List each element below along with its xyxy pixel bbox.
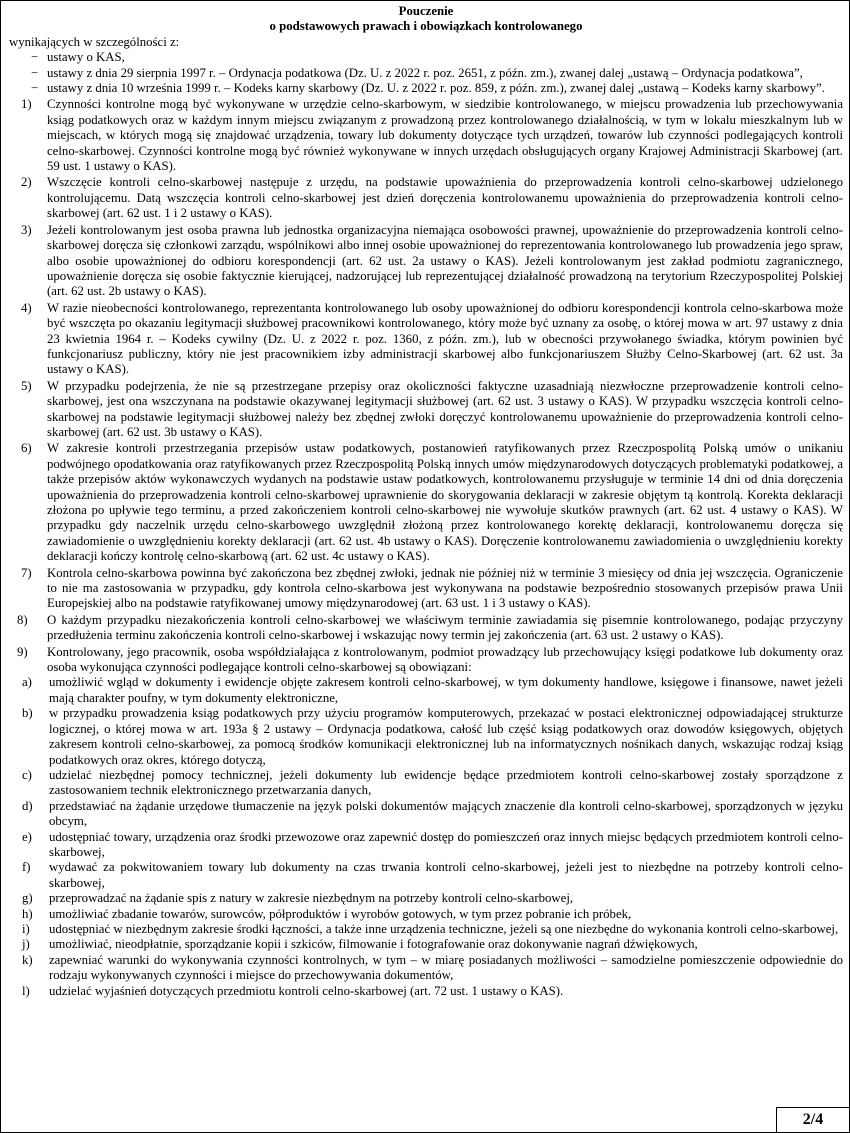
item-number: 8) bbox=[17, 612, 28, 627]
item-text: Kontrolowany, jego pracownik, osoba współdziałająca z kontrolowanym, podmiot prowadzący lub przechowujący księgi podatkowe lub dokumenty oraz osoba wykonująca czynności podlegające kontroli celno-skarbowej są obowiązani: bbox=[47, 644, 843, 675]
obligation-item bbox=[9, 768, 843, 799]
act-item bbox=[9, 50, 843, 65]
item-text: Wszczęcie kontroli celno-skarbowej następuje z urzędu, na podstawie upoważnienia do przeprowadzenia kontroli celno-skarbowej udzielonego kontrolującemu. Datą wszczęcia kontroli celno-skarbowej jest dzień doręczenia kontrolowanemu upoważnienia do przeprowadzenia kontroli celno-skarbowej (art. 62 ust. 1 i 2 ustawy o KAS). bbox=[47, 175, 843, 221]
obligation-letter: e) bbox=[22, 829, 32, 844]
obligation-letter: l) bbox=[22, 983, 30, 998]
obligation-letter: h) bbox=[22, 906, 33, 921]
obligation-text: przedstawiać na żądanie urzędowe tłumaczenie na język polski dokumentów mających znaczenie dla kontroli celno-skarbowej, sporządzonych w języku obcym, bbox=[49, 798, 843, 829]
obligation-text: udzielać niezbędnej pomocy technicznej, jeżeli dokumenty lub ewidencje będące przedmiotem kontroli celno-skarbowej zostały sporządzone z zastosowaniem technik elektronicznego przetwarzania danych, bbox=[49, 767, 843, 798]
acts-list bbox=[9, 50, 843, 96]
obligation-text: umożliwiać, nieodpłatnie, sporządzanie kopii i szkiców, filmowanie i fotografowanie oraz dokonywanie nagrań dźwiękowych, bbox=[49, 937, 698, 952]
item-number: 3) bbox=[21, 222, 32, 237]
dash-bullet: − bbox=[31, 81, 39, 96]
item-text: Kontrola celno-skarbowa powinna być zakończona bez zbędnej zwłoki, jednak nie później niż w terminie 3 miesięcy od dnia jej wszczęcia. Ograniczenie to nie ma zastosowania w przypadku, gdy kontrola celno-skarbowa jest wykonywana na podstawie bezpośrednio stosowanych przepisów prawa Unii Europejskiej albo na podstawie ratyfikowanej umowy międzynarodowej (art. 63 ust. 1 i 3 ustawy o KAS). bbox=[47, 565, 843, 611]
item-number: 9) bbox=[17, 644, 28, 659]
dash-bullet: − bbox=[31, 50, 39, 65]
obligation-item bbox=[9, 922, 843, 937]
act-text: ustawy z dnia 10 września 1999 r. – Kodeks karny skarbowy (Dz. U. z 2022 r. poz. 859, z późn. zm.), zwanej dalej „ustawą – Kodeks karny skarbowy”. bbox=[47, 81, 825, 96]
document-title bbox=[9, 4, 843, 35]
obligation-letter: b) bbox=[22, 706, 33, 721]
obligation-letter: a) bbox=[22, 675, 32, 690]
numbered-list bbox=[9, 97, 843, 675]
obligation-item bbox=[9, 953, 843, 984]
obligation-text: udzielać wyjaśnień dotyczących przedmiotu kontroli celno-skarbowej (art. 72 ust. 1 ustawy o KAS). bbox=[49, 983, 564, 998]
obligation-text: przeprowadzać na żądanie spis z natury w zakresie niezbędnym na potrzeby kontroli celno-skarbowej, bbox=[49, 891, 574, 906]
obligation-item bbox=[9, 891, 843, 906]
item-text: Jeżeli kontrolowanym jest osoba prawna lub jednostka organizacyjna niemająca osobowości prawnej, upoważnienie do przeprowadzenia kontroli celno-skarbowej doręcza się członkowi zarządu, wspólnikowi albo innej osobie upoważnionej do reprezentowania kontrolowanego lub prowadzenia jego spraw, albo osobie upoważnionej do odbioru korespondencji (art. 62 ust. 2a ustawy o KAS). Jeżeli kontrolowanym jest zakład podmiotu zagranicznego, upoważnienie doręcza się osobie faktycznie kierującej, nadzorującej lub reprezentującej działalność prowadzoną na terytorium Rzeczypospolitej Polskiej (art. 62 ust. 2b ustawy o KAS). bbox=[47, 222, 843, 299]
item-number: 2) bbox=[21, 175, 32, 190]
page-number: 2/4 bbox=[776, 1107, 850, 1133]
item-number: 7) bbox=[21, 565, 32, 580]
obligation-letter: f) bbox=[22, 860, 31, 875]
item-number: 1) bbox=[21, 97, 32, 112]
list-item-5 bbox=[9, 379, 843, 441]
obligation-letter: j) bbox=[22, 937, 30, 952]
act-item bbox=[9, 81, 843, 96]
item-text: Czynności kontrolne mogą być wykonywane w urzędzie celno-skarbowym, w siedzibie kontrolowanego, w miejscu prowadzenia lub przechowywania ksiąg podatkowych oraz w każdym innym miejscu związanym z prowadzoną przez kontrolowanego działalnością, w tym w lokalu mieszkalnym lub w miejscach, w których mogą się znajdować urządzenia, towary lub dokumenty dotyczące tych urządzeń, towarów lub czynności podlegających kontroli celno-skarbowej. Czynności kontrolne mogą być również wykonywane w innych urzędach obsługujących organy Krajowej Administracji Skarbowej (art. 59 ust. 1 ustawy o KAS). bbox=[47, 97, 843, 174]
dash-bullet: − bbox=[31, 65, 39, 80]
obligation-letter: c) bbox=[22, 767, 32, 782]
obligation-text: w przypadku prowadzenia ksiąg podatkowych przy użyciu programów komputerowych, przekazać w postaci elektronicznej odpowiadającej strukturze logicznej, o której mowa w art. 193a § 2 ustawy – Ordynacja podatkowa, całość lub część ksiąg podatkowych oraz dowodów księgowych, objętych zakresem kontroli celno-skarbowej, za pomocą środków komunikacji elektronicznej lub na informatycznych nośnikach danych, wskazując rodzaj ksiąg podatkowych oraz okres, którego dotyczą, bbox=[49, 706, 843, 767]
list-item-3 bbox=[9, 223, 843, 300]
obligation-letter: d) bbox=[22, 798, 33, 813]
list-item-2 bbox=[9, 175, 843, 221]
obligation-item bbox=[9, 675, 843, 706]
obligation-item bbox=[9, 706, 843, 768]
obligations-list bbox=[9, 675, 843, 999]
obligation-letter: g) bbox=[22, 891, 33, 906]
list-item-1 bbox=[9, 97, 843, 174]
obligation-item bbox=[9, 937, 843, 952]
list-item-7 bbox=[9, 566, 843, 612]
act-item bbox=[9, 66, 843, 81]
intro-text: wynikających w szczególności z: bbox=[9, 34, 180, 49]
obligation-text: umożliwiać zbadanie towarów, surowców, półproduktów i wyrobów gotowych, w tym przez pobranie ich próbek, bbox=[49, 906, 632, 921]
obligation-text: zapewniać warunki do wykonywania czynności kontrolnych, w tym – w miarę posiadanych możliwości – samodzielne pomieszczenie odpowiednie do rodzaju wykonywanych czynności i miejsce do przechowywania dokumentów, bbox=[49, 952, 843, 983]
obligation-text: udostępniać w niezbędnym zakresie środki łączności, a także inne urządzenia techniczne, jeżeli są one niezbędne do wykonania kontroli celno-skarbowej, bbox=[49, 921, 839, 936]
list-item-4 bbox=[9, 301, 843, 378]
title-line-2: o podstawowych prawach i obowiązkach kontrolowanego bbox=[269, 19, 583, 34]
obligation-item bbox=[9, 907, 843, 922]
item-number: 4) bbox=[21, 300, 32, 315]
title-line-1: Pouczenie bbox=[398, 4, 454, 18]
obligation-item bbox=[9, 799, 843, 830]
item-text: W razie nieobecności kontrolowanego, reprezentanta kontrolowanego lub osoby upoważnionej do odbioru korespondencji kontrola celno-skarbowa może być wszczęta po okazaniu legitymacji służbowej pracownikowi kontrolowanego, który może być uznany za osobę, o której mowa w art. 97 ustawy z dnia 23 kwietnia 1964 r. – Kodeks cywilny (Dz. U. z 2022 r. poz. 1360, z późn. zm.), lub w obecności przywołanego świadka, którym powinien być funkcjonariusz publiczny, który nie jest pracownikiem izby administracji skarbowej albo funkcjonariuszem Służby Celno-Skarbowej (art. 62 ust. 3a ustawy o KAS). bbox=[47, 300, 843, 377]
obligation-item bbox=[9, 984, 843, 999]
obligation-item bbox=[9, 830, 843, 861]
obligation-letter: k) bbox=[22, 952, 33, 967]
item-text: O każdym przypadku niezakończenia kontroli celno-skarbowej we właściwym terminie zawiadamia się pisemnie kontrolowanego, podając przyczyny przedłużenia terminu zakończenia kontroli celno-skarbowej i wskazując nowy termin jej zakończenia (art. 63 ust. 2 ustawy o KAS). bbox=[47, 612, 843, 643]
item-text: W zakresie kontroli przestrzegania przepisów ustaw podatkowych, postanowień ratyfikowanych przez Rzeczpospolitą Polską umów o unikaniu podwójnego opodatkowania oraz ratyfikowanych przez Rzeczpospolitą Polską innych umów międzynarodowych dotyczących problematyki podatkowej, a także przepisów aktów wykonawczych wydanych na podstawie ustaw podatkowych, kontrolowanemu przysługuje w terminie 14 dni od dnia doręczenia upoważnienia do przeprowadzenia kontroli celno-skarbowej uprawnienie do skorygowania deklaracji w zakresie objętym tą kontrolą. Korekta deklaracji złożona po upływie tego terminu, a przed zakończeniem kontroli celno-skarbowej nie wywołuje skutków prawnych (art. 62 ust. 4 ustawy o KAS). W przypadku gdy naczelnik urzędu celno-skarbowego uwzględnił złożoną przez kontrolowanego korektę deklaracji, kontrolowanemu doręcza się zawiadomienie o uwzględnieniu korekty deklaracji (art. 62 ust. 4b ustawy o KAS). Doręczenie kontrolowanemu zawiadomienia o uwzględnieniu korekty deklaracji kończy kontrolę celno-skarbową (art. 62 ust. 4c ustawy o KAS). bbox=[47, 441, 843, 564]
obligation-text: umożliwić wgląd w dokumenty i ewidencje objęte zakresem kontroli celno-skarbowej, w tym dokumenty handlowe, księgowe i finansowe, nawet jeżeli mają charakter poufny, w tym dokumenty elektroniczne, bbox=[49, 675, 843, 705]
act-text: ustawy z dnia 29 sierpnia 1997 r. – Ordynacja podatkowa (Dz. U. z 2022 r. poz. 2651, z późn. zm.), zwanej dalej „ustawą – Ordynacja podatkowa”, bbox=[47, 65, 803, 80]
obligation-letter: i) bbox=[22, 921, 30, 936]
obligation-text: udostępniać towary, urządzenia oraz środki przewozowe oraz zapewnić dostęp do pomieszczeń oraz innych miejsc będących przedmiotem kontroli celno-skarbowej, bbox=[49, 829, 843, 859]
list-item-9 bbox=[9, 645, 843, 676]
list-item-8 bbox=[9, 613, 843, 644]
list-item-6 bbox=[9, 441, 843, 564]
act-text: ustawy o KAS, bbox=[47, 50, 125, 65]
item-number: 6) bbox=[21, 441, 32, 456]
obligation-text: wydawać za pokwitowaniem towary lub dokumenty na czas trwania kontroli celno-skarbowej, jeżeli jest to niezbędne na potrzeby kontroli celno-skarbowej, bbox=[49, 860, 843, 890]
item-number: 5) bbox=[21, 378, 32, 393]
item-text: W przypadku podejrzenia, że nie są przestrzegane przepisy oraz okoliczności faktyczne uzasadniają niezwłoczne przeprowadzenie kontroli celno-skarbowej, jest ona wszczynana na podstawie okazywanej legitymacji służbowej (art. 62 ust. 3 ustawy o KAS). W przypadku wszczęcia kontroli celno-skarbowej na podstawie legitymacji służbowej należy bez zbędnej zwłoki doręczyć kontrolowanemu upoważnienie do przeprowadzenia kontroli celno-skarbowej (art. 62 ust. 3b ustawy o KAS). bbox=[47, 378, 843, 439]
obligation-item bbox=[9, 860, 843, 891]
